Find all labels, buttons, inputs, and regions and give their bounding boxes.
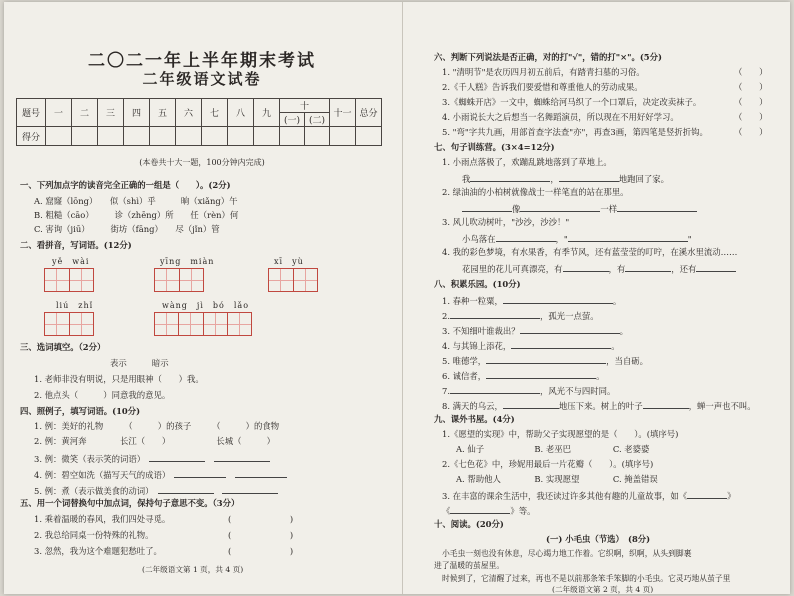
fill-text: 5. 唯德学， (442, 356, 487, 366)
answer-blank[interactable] (149, 452, 205, 462)
score-header-cell: 五 (150, 99, 176, 127)
q4-prompt: 5. 例：煮（表示做美食的动词） (34, 486, 150, 496)
q7-answer-4 (462, 262, 736, 275)
answer-blank[interactable] (235, 468, 287, 478)
pinyin-prompt: yīng miàn (160, 257, 215, 266)
score-subheader-cell: (二) (305, 113, 330, 127)
fill-text: 《 (442, 506, 451, 516)
q7-item-2: 2. 绿油油的小柏树就像战士一样笔直的站在那里。 (442, 187, 629, 197)
exam-note: (本卷共十大一题，100分钟内完成) (139, 158, 265, 167)
score-header-cell: 一 (46, 99, 72, 127)
score-input-cell[interactable] (98, 127, 124, 146)
tianzige-grid[interactable] (44, 312, 94, 336)
fill-text: 我 (462, 174, 471, 184)
answer-blank[interactable] (503, 399, 559, 409)
exam-sheet (4, 2, 790, 594)
fill-text: 6. 诚信者， (442, 371, 487, 381)
answer-blank[interactable] (496, 232, 556, 242)
section-9-heading: 九、课外书屋。(4分) (434, 414, 515, 424)
score-header-cell: 四 (124, 99, 150, 127)
q6-item-1: 1. "清明节"是农历四月初五前后，有踏青扫墓的习俗。 (442, 67, 645, 77)
answer-blank[interactable] (511, 339, 611, 349)
page-fold (402, 2, 403, 594)
q6-item-3: 3.《蜘蛛开店》一文中，蜘蛛给河马织了一个口罩后，决定改卖袜子。 (442, 97, 702, 107)
score-subheader-cell: (一) (280, 113, 305, 127)
score-input-cell[interactable] (330, 127, 356, 146)
q4-item-1: 1. 例：美好的礼物 （ ）的孩子 （ ）的食物 (34, 421, 280, 431)
fill-text: 》等。 (510, 506, 536, 516)
q5-item-2: 2. 我总给同桌一份特殊的礼物。 (34, 530, 154, 540)
answer-blank[interactable] (643, 399, 689, 409)
fill-text: ，蝉一声也不叫。 (688, 401, 756, 411)
fill-text: 4. 与其锦上添花， (442, 341, 512, 351)
fill-text: 1. 春种一粒粟， (442, 296, 503, 306)
answer-blank[interactable] (486, 354, 606, 364)
q9-options-1: A. 仙子 B. 老巫巴 C. 老婆婆 (456, 444, 650, 454)
score-header-cell: 总分 (356, 99, 382, 127)
answer-blank[interactable] (486, 369, 596, 379)
q4-item-3 (34, 452, 270, 465)
tianzige-grid[interactable] (154, 312, 252, 336)
score-header-cell: 二 (72, 99, 98, 127)
pinyin-prompt: xī yù (274, 257, 304, 266)
q7-answer-3: 小鸟落在 ，" " (462, 234, 692, 244)
q5-item-3: 3. 忽然，我为这个难题犯愁吐了。 (34, 546, 162, 556)
q6-item-2: 2.《千人糕》告诉我们要爱惜和尊重他人的劳动成果。 (442, 82, 643, 92)
q9-options-2: A. 帮助他人 B. 实现愿望 C. 掩盖错误 (456, 474, 658, 484)
exam-title: 二〇二一年上半年期末考试 (88, 51, 316, 71)
score-input-cell[interactable] (72, 127, 98, 146)
q8-item-2 (442, 309, 599, 322)
page-footer: (二年级语文第 1 页，共 4 页) (142, 565, 244, 574)
answer-blank[interactable] (450, 504, 510, 514)
judge-answer[interactable]: （ ） (734, 67, 768, 77)
tianzige-grid[interactable] (44, 268, 94, 292)
answer-blank[interactable] (563, 262, 609, 272)
passage-title: (一) 小毛虫（节选） (8分) (546, 534, 651, 544)
answer-blank[interactable] (222, 484, 278, 494)
passage-line: 小毛虫一刻也没有休息，尽心竭力地工作着。它织啊，织啊，从头到脚裹 (442, 549, 692, 558)
q8-item-4: 4. 与其锦上添花， 。 (442, 341, 620, 351)
word-choices: 表示 暗示 (110, 358, 169, 368)
answer-blank[interactable] (696, 262, 736, 272)
score-input-cell[interactable] (280, 127, 305, 146)
score-input-cell[interactable] (150, 127, 176, 146)
q4-item-4 (34, 468, 287, 481)
score-header-row (17, 99, 382, 113)
answer-blank[interactable] (625, 262, 671, 272)
score-value-row (17, 127, 382, 146)
q3-item-2: 2. 他点头（ ）同意我的意见。 (34, 390, 171, 400)
answer-blank[interactable] (687, 489, 727, 499)
score-header-cell: 十一 (330, 99, 356, 127)
section-8-heading: 八、积累乐园。(10分) (434, 279, 521, 289)
q4-item-5 (34, 484, 278, 497)
q9-item-1: 1.《愿望的实现》中，帮助父子实现愿望的是（ ）。(填序号) (442, 429, 679, 439)
judge-answer[interactable]: （ ） (734, 82, 768, 92)
fill-text: 小鸟落在 (462, 234, 496, 244)
fill-text: 地压下来。树上的叶子 (558, 401, 643, 411)
q4-prompt: 3. 例：微笑（表示笑的词语） (34, 454, 141, 464)
score-input-cell[interactable] (176, 127, 202, 146)
q4-item-2: 2. 例：黄河奔 长江（ ） 长城（ ） (34, 436, 275, 446)
score-header-cell: 三 (98, 99, 124, 127)
q9-item-3-cont (442, 504, 536, 517)
answer-blank[interactable] (470, 172, 550, 182)
score-table (16, 98, 382, 146)
pinyin-prompt: yě wài (52, 257, 90, 266)
q4-prompt: 4. 例：碧空如洗（描写天气的成语） (34, 470, 167, 480)
q6-item-5: 5. "弯"字共九画，用部首查字法查"亦"，再查3画，第四笔是竖折折钩。 (442, 127, 708, 137)
section-1-heading: 一、下列加点字的读音完全正确的一组是（ ）。(2分) (20, 180, 231, 190)
score-header-cell: 六 (176, 99, 202, 127)
q8-item-7 (442, 384, 615, 397)
judge-answer[interactable]: （ ） (734, 97, 768, 107)
q7-item-1: 1. 小雨点落极了，欢蹦乱跳地落到了草地上。 (442, 157, 612, 167)
score-input-cell[interactable] (46, 127, 72, 146)
section-4-heading: 四、照例子，填写词语。(10分) (20, 406, 141, 416)
answer-blank[interactable] (174, 468, 226, 478)
fill-text: 8. 满天的乌云， (442, 401, 503, 411)
fill-text: ，当自砺。 (606, 356, 649, 366)
score-header-cell: 八 (228, 99, 254, 127)
pinyin-prompt: wàng jì bó lǎo (162, 301, 250, 310)
section-10-heading: 十、阅读。(20分) (434, 519, 504, 529)
answer-blank[interactable] (559, 172, 619, 182)
q8-item-8 (442, 399, 756, 412)
score-input-cell[interactable] (254, 127, 280, 146)
fill-text: ，还有 (671, 264, 697, 274)
q5-item-1: 1. 乘着温暖的春风，我们四处寻觅。 (34, 514, 171, 524)
fill-text: 像 (512, 204, 521, 214)
q7-answer-1: 我 ， 地跑回了家。 (462, 174, 669, 184)
score-input-cell[interactable] (228, 127, 254, 146)
judge-answer[interactable]: （ ） (734, 112, 768, 122)
tianzige-grid[interactable] (268, 268, 318, 292)
q8-item-6: 6. 诚信者， 。 (442, 371, 605, 381)
fill-text: 7. (442, 386, 450, 396)
left-page (12, 2, 392, 594)
fill-text: ，有 (608, 264, 626, 274)
q1-option-b: B. 粗糙（cāo） 诊（zhēng）所 任（rèn）何 (34, 210, 239, 220)
score-header-cell: 九 (254, 99, 280, 127)
q9-item-3 (442, 489, 736, 502)
q7-item-3: 3. 风儿吹动树叶，"沙沙，沙沙！" (442, 217, 570, 227)
passage-line: 时候到了，它清醒了过来，再也不是以前那条笨手笨脚的小毛虫。它灵巧地从茧子里 (442, 574, 731, 583)
answer-blank[interactable] (520, 324, 620, 334)
fill-text: 3. 不知细叶谁裁出？ (442, 326, 520, 336)
q5-answer[interactable]: ( ) (228, 514, 294, 524)
judge-answer[interactable]: （ ） (734, 127, 768, 137)
answer-blank[interactable] (158, 484, 214, 494)
fill-text: 2. (442, 311, 450, 321)
exam-subtitle: 二年级语文试卷 (142, 70, 262, 88)
pinyin-prompt: liú zhǐ (56, 301, 94, 310)
fill-text: ，风光不与四时同。 (540, 386, 616, 396)
answer-blank[interactable] (617, 202, 697, 212)
score-header-cell: 七 (202, 99, 228, 127)
score-label-cell: 得分 (17, 127, 46, 146)
section-6-heading: 六、判断下列说法是否正确，对的打"√"，错的打"×"。(5分) (434, 52, 662, 62)
answer-blank[interactable] (450, 309, 540, 319)
score-input-cell[interactable] (124, 127, 150, 146)
section-2-heading: 二、看拼音，写词语。(12分) (20, 240, 132, 250)
fill-text: 3. 在丰富的课余生活中，我还读过许多其他有趣的儿童故事，如《 (442, 491, 688, 501)
answer-blank[interactable] (462, 202, 512, 212)
q6-item-4: 4. 小雨说长大之后想当一名舞蹈演员，所以现在不用好好学习。 (442, 112, 679, 122)
q1-option-a: A. 窟窿（lōng） 似（shì）乎 晌（xiǎng）午 (34, 196, 238, 206)
answer-blank[interactable] (450, 384, 540, 394)
right-page (434, 2, 786, 594)
fill-text: 地跑回了家。 (618, 174, 669, 184)
q7-item-4: 4. 我的彩色梦境，有水果香，有季节风，还有蓝莹莹的叮咛，在溪水里流动…… (442, 247, 738, 257)
answer-blank[interactable] (568, 232, 688, 242)
score-header-cell: 十 (280, 99, 330, 113)
q5-answer[interactable]: ( ) (228, 530, 294, 540)
q9-item-2: 2.《七色花》中，珍妮用最后一片花瓣（ ）。(填序号) (442, 459, 654, 469)
answer-blank[interactable] (503, 294, 613, 304)
answer-blank[interactable] (520, 202, 600, 212)
fill-text: ，孤光一点萤。 (540, 311, 599, 321)
answer-blank[interactable] (214, 452, 270, 462)
fill-text: 一样 (600, 204, 618, 214)
fill-text: 》 (727, 491, 736, 501)
q8-item-3: 3. 不知细叶谁裁出？ 。 (442, 326, 629, 336)
score-input-cell[interactable] (356, 127, 382, 146)
q8-item-1: 1. 春种一粒粟， 。 (442, 296, 622, 306)
tianzige-grid[interactable] (154, 268, 204, 292)
score-header-cell: 题号 (17, 99, 46, 127)
score-input-cell[interactable] (202, 127, 228, 146)
section-5-heading: 五、用一个词替换句中加点词，保持句子意思不变。（3分） (20, 498, 240, 508)
q7-answer-2 (462, 202, 697, 215)
fill-text: 花园里的花儿可真漂亮，有 (462, 264, 563, 274)
q1-option-c: C. 害询（jiū） 街坊（fāng） 尽（jǐn）管 (34, 224, 220, 234)
section-3-heading: 三、选词填空。（2分） (20, 342, 106, 352)
score-input-cell[interactable] (305, 127, 330, 146)
section-7-heading: 七、句子训练营。(3×4=12分) (434, 142, 555, 152)
page-footer: (二年级语文第 2 页，共 4 页) (552, 585, 654, 594)
q3-item-1: 1. 老师非没有明说，只是用眼神（ ）我。 (34, 374, 204, 384)
q5-answer[interactable]: ( ) (228, 546, 294, 556)
q8-item-5 (442, 354, 648, 367)
passage-line: 进了温暖的茧屋里。 (434, 561, 505, 570)
